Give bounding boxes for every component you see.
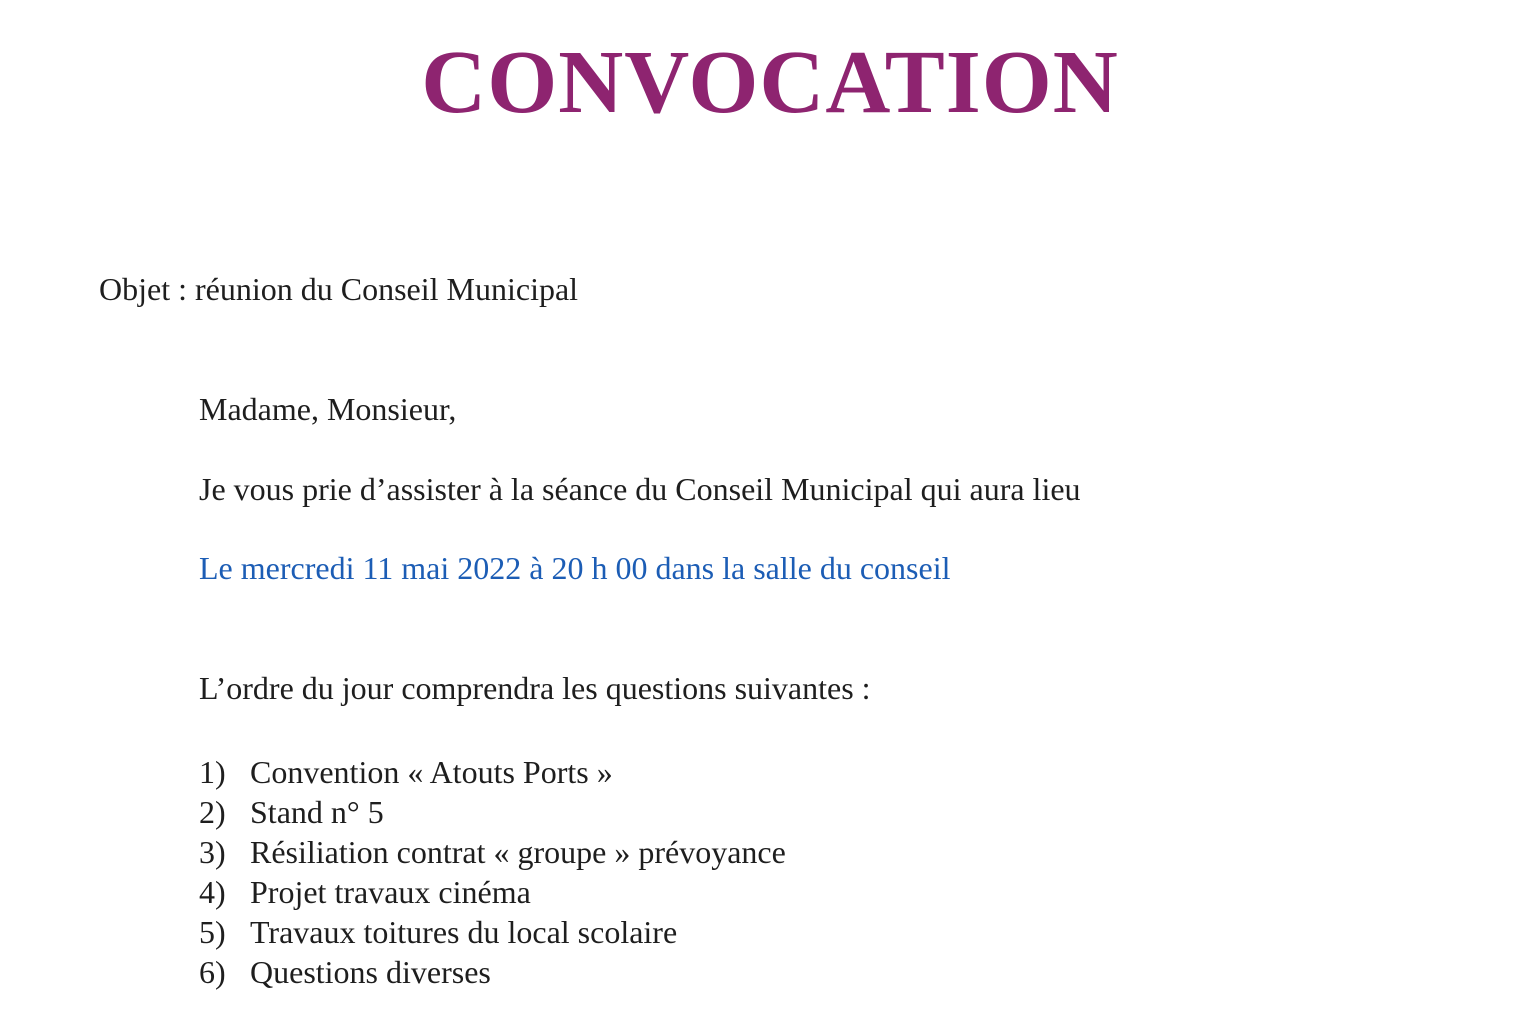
salutation: Madame, Monsieur, [199, 391, 457, 427]
subject-line: Objet : réunion du Conseil Municipal [99, 271, 579, 307]
agenda-item-text: Stand n° 5 [250, 794, 384, 830]
invitation-text: Je vous prie d’assister à la séance du Conseil Municipal qui aura lieu [199, 471, 1081, 507]
agenda-item-text: Convention « Atouts Ports » [250, 754, 613, 790]
document-title: CONVOCATION [421, 33, 1119, 132]
agenda-item [199, 912, 786, 952]
agenda-item-text: Travaux toitures du local scolaire [250, 914, 678, 950]
meeting-details: Le mercredi 11 mai 2022 à 20 h 00 dans la salle du conseil [199, 550, 951, 586]
agenda-item [199, 872, 786, 912]
agenda-list [199, 752, 786, 992]
agenda-item [199, 832, 786, 872]
agenda-item-text: Questions diverses [250, 954, 491, 990]
agenda-item-number: 2) [199, 794, 226, 830]
agenda-item-number: 5) [199, 914, 226, 950]
agenda-item [199, 752, 786, 792]
agenda-intro: L’ordre du jour comprendra les questions suivantes : [199, 670, 871, 706]
agenda-item-number: 1) [199, 754, 226, 790]
agenda-item-text: Projet travaux cinéma [250, 874, 531, 910]
agenda-item-number: 4) [199, 874, 226, 910]
agenda-item-number: 6) [199, 954, 226, 990]
agenda-item [199, 952, 786, 992]
agenda-item-text: Résiliation contrat « groupe » prévoyance [250, 834, 786, 870]
agenda-item [199, 792, 786, 832]
agenda-item-number: 3) [199, 834, 226, 870]
